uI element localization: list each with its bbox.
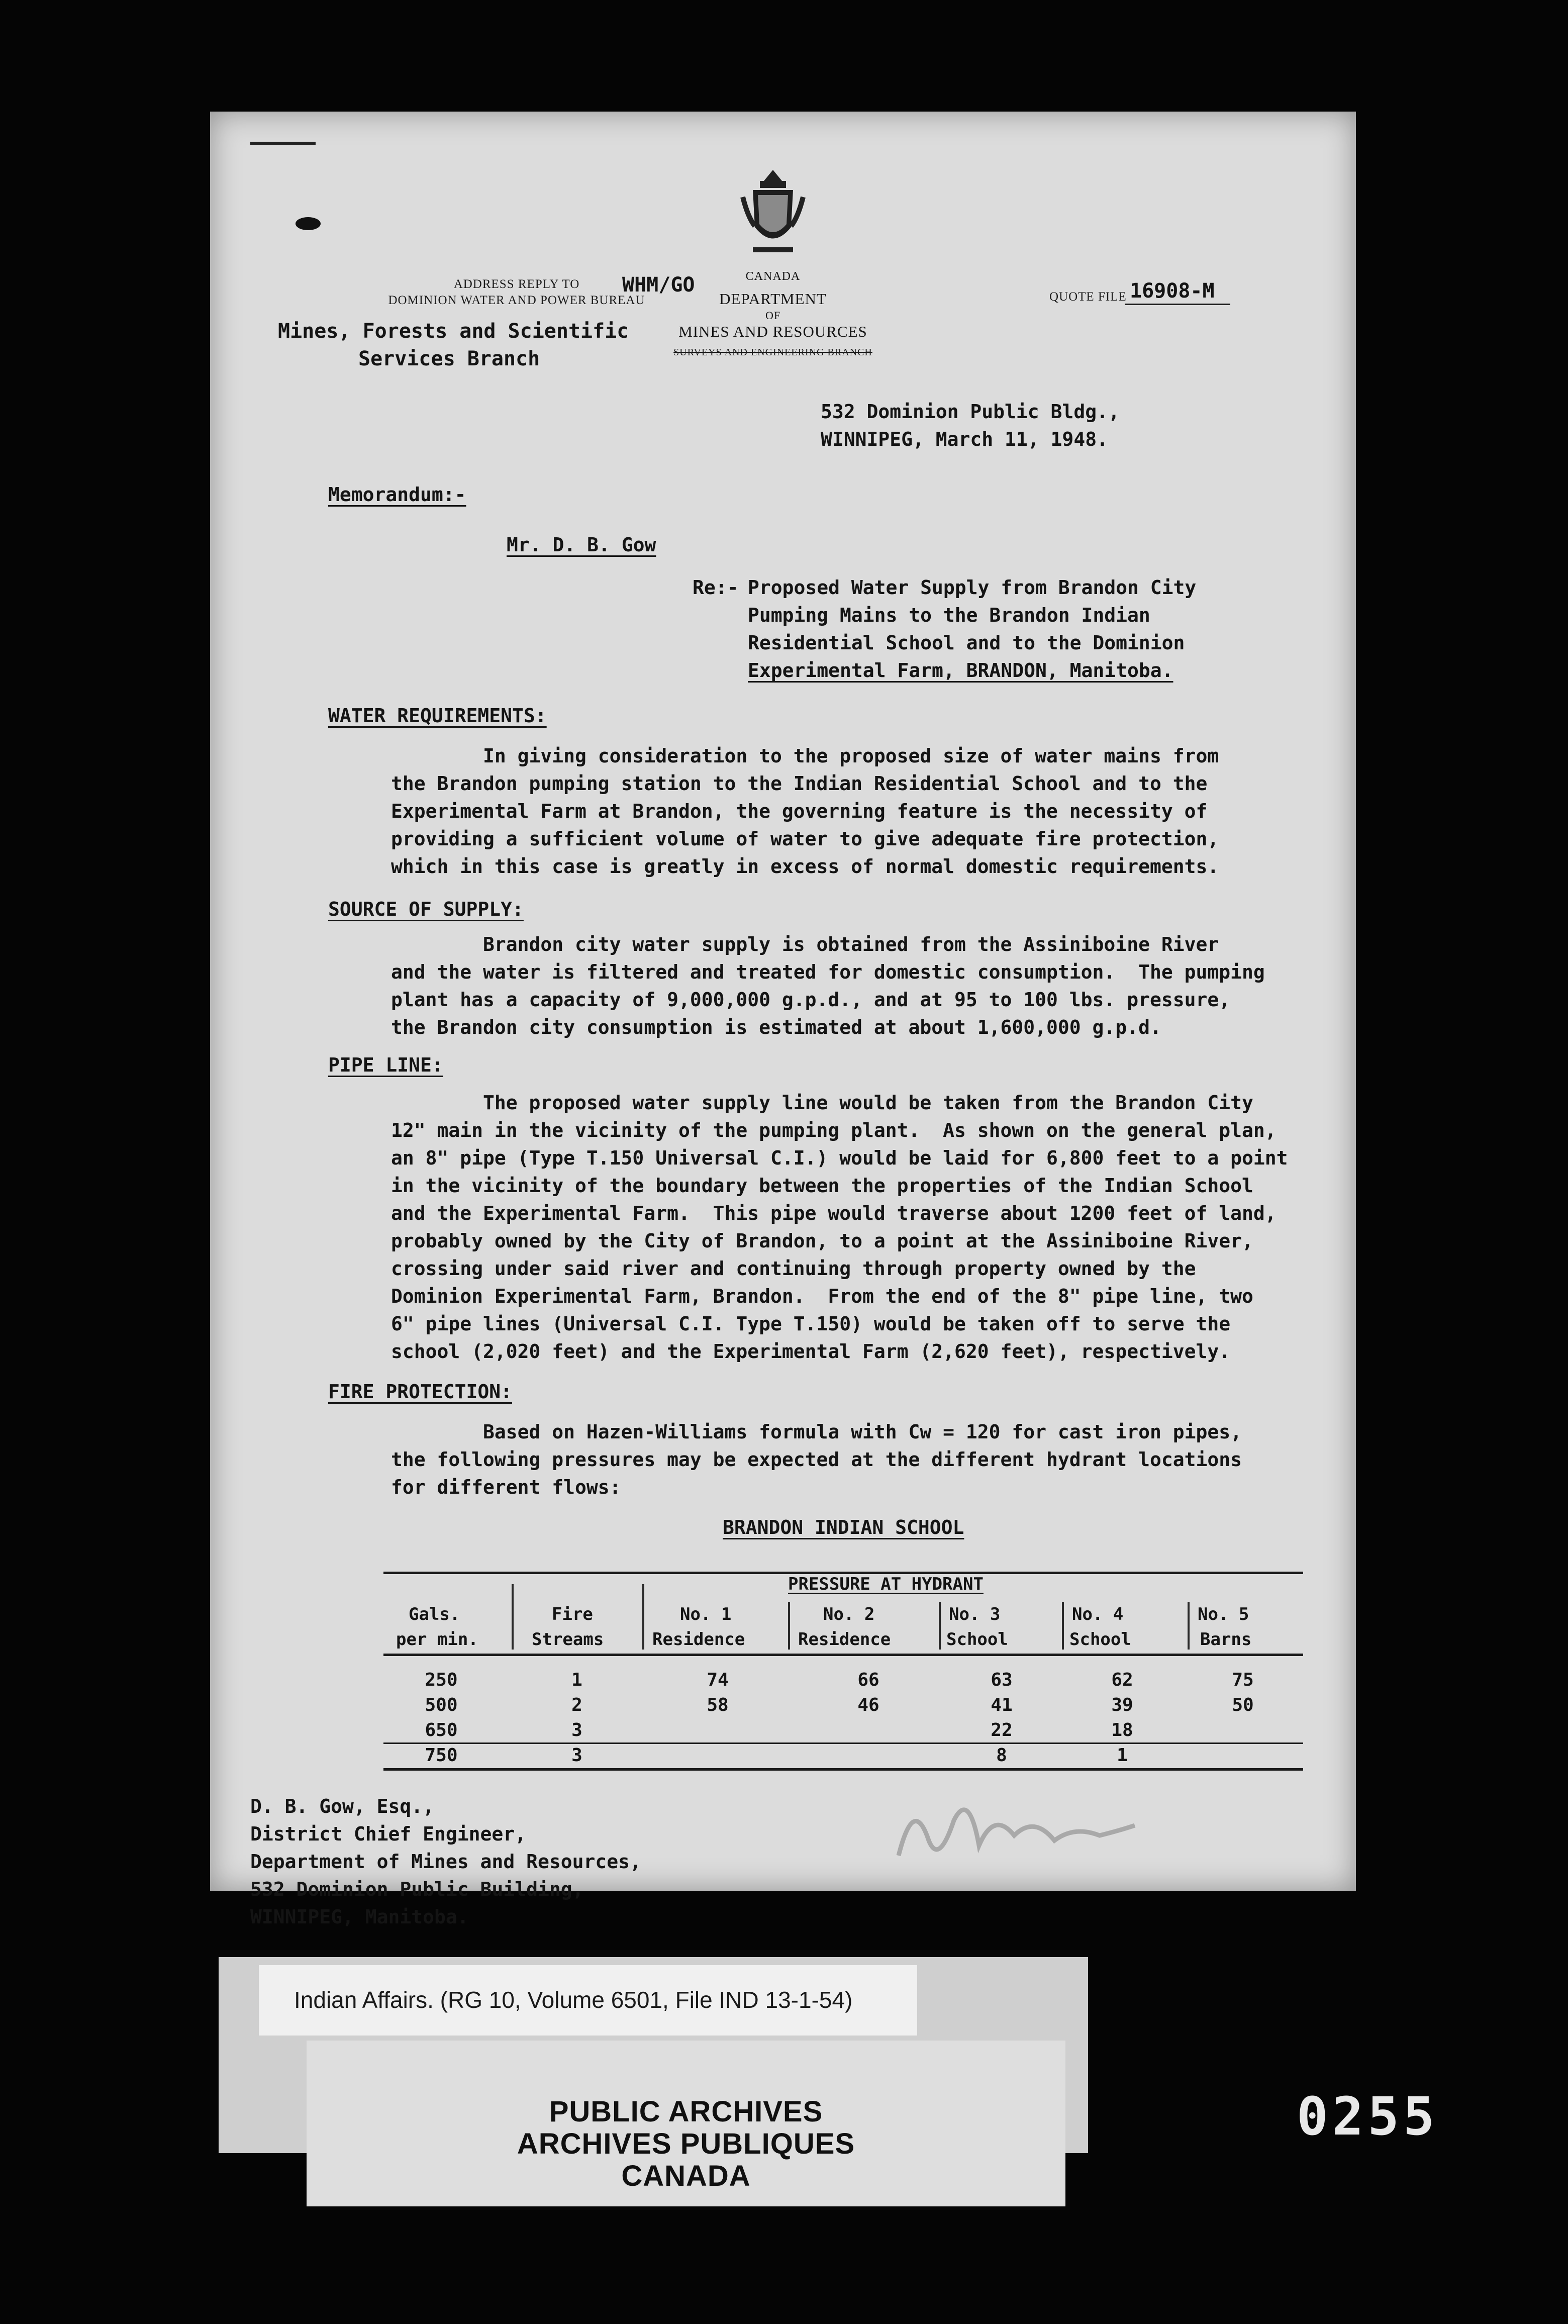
table-bottom-rule [383, 1768, 1303, 1771]
coat-of-arms-icon [738, 167, 808, 257]
address-reply-bureau: DOMINION WATER AND POWER BUREAU [388, 294, 645, 307]
cell-gpm: 250 [425, 1670, 458, 1690]
struck-branch-name: SURVEYS AND ENGINEERING BRANCH [673, 347, 872, 358]
pipe-line-3: an 8" pipe (Type T.150 Universal C.I.) would be laid for 6,800 feet to a point [391, 1147, 1288, 1169]
fire-protection-heading: FIRE PROTECTION: [328, 1381, 513, 1403]
re-line-2: Pumping Mains to the Brandon Indian [748, 604, 1150, 626]
branch-name-line-2: Services Branch [358, 347, 540, 370]
cell-streams: 3 [571, 1720, 582, 1740]
cell-no4: 62 [1111, 1670, 1133, 1690]
address-reply-line: ADDRESS REPLY TO [453, 277, 580, 291]
stamp-line-1: PUBLIC ARCHIVES [549, 2095, 823, 2128]
col-divider [1062, 1602, 1064, 1650]
pipe-line-6: probably owned by the City of Brandon, to a point at the Assiniboine River, [391, 1230, 1253, 1252]
source-of-supply-heading: SOURCE OF SUPPLY: [328, 898, 524, 920]
quote-file-number: 16908-M [1130, 279, 1215, 303]
col-divider [1188, 1602, 1190, 1650]
header-streams: Streams [532, 1629, 604, 1650]
address-line-1: D. B. Gow, Esq., [250, 1795, 435, 1817]
cell-no5: 75 [1232, 1670, 1254, 1690]
pipe-line-7: crossing under said river and continuing through property owned by the [391, 1257, 1196, 1280]
cell-streams: 2 [571, 1695, 582, 1715]
margin-mark [250, 142, 316, 145]
archive-reference: Indian Affairs. (RG 10, Volume 6501, File IND 13-1-54) [294, 1987, 853, 2013]
pipe-line-5: and the Experimental Farm. This pipe would traverse about 1200 feet of land, [391, 1202, 1277, 1224]
header-no5: No. 5 [1198, 1604, 1249, 1624]
col-divider [642, 1584, 644, 1650]
cell-streams: 3 [571, 1745, 582, 1766]
cell-no3: 63 [991, 1670, 1013, 1690]
water-line-2: the Brandon pumping station to the Indian Residential School and to the [391, 772, 1208, 795]
stamp-line-3: CANADA [621, 2160, 751, 2192]
water-line-1: In giving consideration to the proposed size of water mains from [391, 745, 1219, 767]
department-name: MINES AND RESOURCES [678, 323, 867, 340]
group-header: PRESSURE AT HYDRANT [788, 1574, 984, 1594]
cell-gpm: 500 [425, 1695, 458, 1715]
cell-no4: 18 [1111, 1720, 1133, 1740]
quote-file-label: QUOTE FILE [1049, 290, 1127, 304]
header-fire: Fire [552, 1604, 593, 1624]
col-divider [512, 1584, 514, 1650]
address-line-2: District Chief Engineer, [250, 1823, 527, 1845]
cell-gpm: 650 [425, 1720, 458, 1740]
address-line-3: Department of Mines and Resources, [250, 1851, 641, 1873]
cell-streams: 1 [571, 1670, 582, 1690]
header-residence-2: Residence [798, 1629, 891, 1650]
pipe-line-9: 6" pipe lines (Universal C.I. Type T.150) would be taken off to serve the [391, 1313, 1231, 1335]
cell-no3: 8 [996, 1745, 1007, 1766]
header-no2: No. 2 [823, 1604, 875, 1624]
department-label: DEPARTMENT [719, 290, 827, 308]
cell-gpm: 750 [425, 1745, 458, 1766]
source-line-2: and the water is filtered and treated for domestic consumption. The pumping [391, 961, 1265, 983]
fire-line-2: the following pressures may be expected at the different hydrant locations [391, 1448, 1242, 1471]
re-label: Re:- [693, 576, 739, 599]
branch-name-line-1: Mines, Forests and Scientific [278, 320, 629, 343]
stamp-line-2: ARCHIVES PUBLIQUES [517, 2127, 855, 2160]
sender-address: 532 Dominion Public Bldg., [821, 401, 1120, 423]
water-line-3: Experimental Farm at Brandon, the governing feature is the necessity of [391, 800, 1208, 822]
table-header-rule [383, 1654, 1303, 1656]
cell-no2: 46 [857, 1695, 879, 1715]
pipe-line-8: Dominion Experimental Farm, Brandon. From the end of the 8" pipe line, two [391, 1285, 1253, 1307]
header-no4: No. 4 [1072, 1604, 1124, 1624]
address-line-5: WINNIPEG, Manitoba. [250, 1906, 469, 1928]
document-page [210, 112, 1356, 1928]
header-barns: Barns [1200, 1629, 1252, 1650]
header-school-4: School [1069, 1629, 1131, 1650]
archive-reference-slip [259, 1965, 917, 2036]
frame-counter: 0255 [1297, 2086, 1439, 2147]
quote-file-underline [1125, 304, 1230, 305]
pipe-line-4: in the vicinity of the boundary between the properties of the Indian School [391, 1175, 1253, 1197]
cell-no1: 58 [707, 1695, 729, 1715]
pipe-line-2: 12" main in the vicinity of the pumping plant. As shown on the general plan, [391, 1119, 1277, 1141]
cell-no1: 74 [707, 1670, 729, 1690]
table-row-rule [383, 1742, 1303, 1744]
re-line-1: Proposed Water Supply from Brandon City [748, 576, 1197, 599]
fire-line-1: Based on Hazen-Williams formula with Cw = 120 for cast iron pipes, [391, 1421, 1242, 1443]
fire-line-3: for different flows: [391, 1476, 621, 1498]
memo-recipient: Mr. D. B. Gow [507, 534, 656, 556]
header-school-3: School [946, 1629, 1008, 1650]
signature-mark [884, 1780, 1145, 1881]
col-divider [939, 1602, 941, 1650]
address-line-4: 532 Dominion Public Building, [250, 1878, 584, 1900]
header-gals: Gals. [409, 1604, 460, 1624]
archive-stamp [307, 2041, 1065, 2206]
source-line-4: the Brandon city consumption is estimated at about 1,600,000 g.p.d. [391, 1016, 1161, 1038]
water-requirements-heading: WATER REQUIREMENTS: [328, 705, 547, 727]
pipe-line-1: The proposed water supply line would be taken from the Brandon City [391, 1092, 1253, 1114]
header-residence-1: Residence [652, 1629, 745, 1650]
memo-heading: Memorandum:- [328, 483, 466, 506]
letter-date: WINNIPEG, March 11, 1948. [821, 428, 1108, 450]
re-line-3: Residential School and to the Dominion [748, 632, 1185, 654]
water-line-4: providing a sufficient volume of water to give adequate fire protection, [391, 828, 1219, 850]
country-label: CANADA [745, 270, 801, 283]
header-no1: No. 1 [680, 1604, 732, 1624]
header-per-min: per min. [396, 1629, 478, 1650]
punch-mark [296, 217, 321, 230]
header-no3: No. 3 [949, 1604, 1001, 1624]
col-divider [788, 1602, 790, 1650]
source-line-1: Brandon city water supply is obtained from the Assiniboine River [391, 933, 1219, 955]
department-of: OF [765, 309, 781, 322]
cell-no2: 66 [857, 1670, 879, 1690]
table-title: BRANDON INDIAN SCHOOL [723, 1516, 964, 1538]
source-line-3: plant has a capacity of 9,000,000 g.p.d., and at 95 to 100 lbs. pressure, [391, 989, 1231, 1011]
cell-no5: 50 [1232, 1695, 1254, 1715]
pipe-line-heading: PIPE LINE: [328, 1054, 443, 1076]
water-line-5: which in this case is greatly in excess of normal domestic requirements. [391, 855, 1219, 878]
re-line-4: Experimental Farm, BRANDON, Manitoba. [748, 659, 1173, 682]
initials: WHM/GO [622, 273, 695, 297]
pipe-line-10: school (2,020 feet) and the Experimental Farm (2,620 feet), respectively. [391, 1340, 1231, 1363]
cell-no4: 1 [1117, 1745, 1128, 1766]
cell-no3: 22 [991, 1720, 1013, 1740]
cell-no3: 41 [991, 1695, 1013, 1715]
cell-no4: 39 [1111, 1695, 1133, 1715]
